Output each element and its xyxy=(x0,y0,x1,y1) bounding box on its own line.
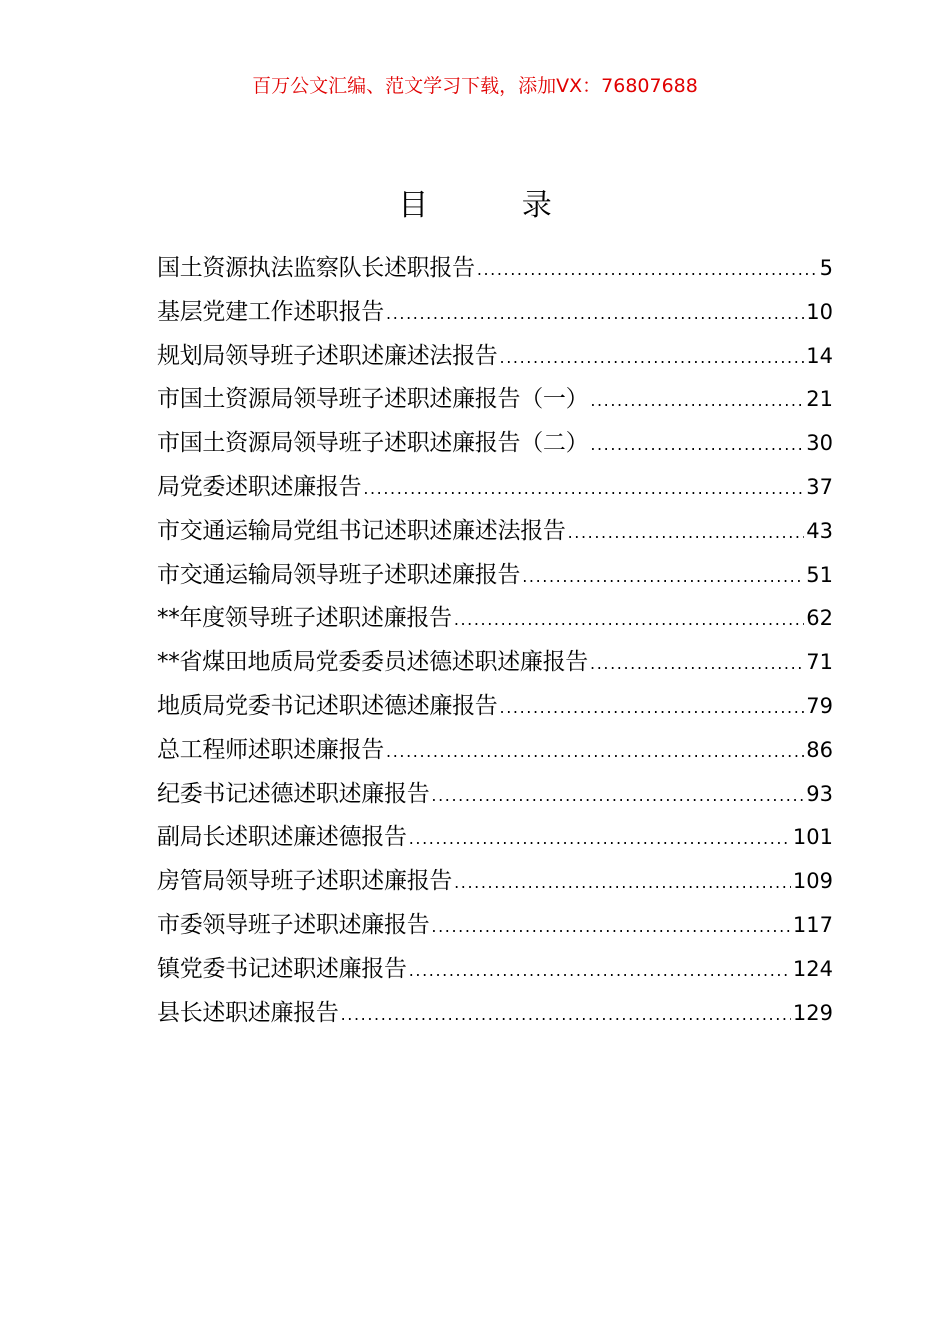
toc-entry[interactable] xyxy=(157,291,833,335)
toc-entry-title: 总工程师述职述廉报告 xyxy=(157,736,385,763)
toc-entry-page: 30 xyxy=(806,431,833,456)
toc-entry-title: 地质局党委书记述职述德述廉报告 xyxy=(157,692,498,719)
toc-entry-page: 62 xyxy=(806,606,833,631)
toc-entry-page: 14 xyxy=(806,343,833,368)
toc-entry-title: 规划局领导班子述职述廉述法报告 xyxy=(157,342,498,369)
toc-entry[interactable] xyxy=(157,816,833,860)
toc-entry-title: 局党委述职述廉报告 xyxy=(157,473,362,500)
toc-entry-page: 51 xyxy=(806,562,833,587)
toc-entry-title: 纪委书记述德述职述廉报告 xyxy=(157,780,430,807)
header-promo-note: 百万公文汇编、范文学习下载，添加VX：76807688 xyxy=(252,75,698,97)
toc-entry-title: **年度领导班子述职述廉报告 xyxy=(157,605,452,632)
toc-entry-page: 79 xyxy=(806,693,833,718)
toc-entry-title: 市国土资源局领导班子述职述廉报告（一） xyxy=(157,386,589,413)
toc-entry[interactable] xyxy=(157,685,833,729)
toc-dot-leader xyxy=(454,861,791,905)
toc-entry-page: 101 xyxy=(792,825,833,850)
toc-dot-leader xyxy=(431,905,791,949)
toc-entry[interactable] xyxy=(157,992,833,1036)
toc-entry-title: 国土资源执法监察队长述职报告 xyxy=(157,255,475,281)
toc-entry-page: 71 xyxy=(806,650,833,675)
table-of-contents xyxy=(157,247,833,1035)
toc-entry[interactable] xyxy=(157,466,833,510)
toc-entry-title: 镇党委书记述职述廉报告 xyxy=(157,955,407,982)
toc-entry-title: 基层党建工作述职报告 xyxy=(157,298,385,325)
toc-entry[interactable] xyxy=(157,948,833,992)
toc-entry-page: 21 xyxy=(806,387,833,412)
toc-dot-leader xyxy=(500,686,805,730)
toc-dot-leader xyxy=(590,423,804,467)
toc-entry-page: 86 xyxy=(806,737,833,762)
toc-dot-leader xyxy=(477,248,818,292)
toc-entry[interactable] xyxy=(157,378,833,422)
toc-entry-title: 县长述职述廉报告 xyxy=(157,999,339,1026)
toc-entry[interactable] xyxy=(157,422,833,466)
toc-dot-leader xyxy=(386,730,804,774)
toc-dot-leader xyxy=(341,993,791,1037)
toc-entry[interactable] xyxy=(157,641,833,685)
toc-entry-page: 93 xyxy=(806,781,833,806)
toc-entry-page: 129 xyxy=(792,1000,833,1025)
toc-entry-page: 37 xyxy=(806,474,833,499)
toc-entry-title: 市委领导班子述职述廉报告 xyxy=(157,911,430,938)
toc-dot-leader xyxy=(409,817,791,861)
toc-entry[interactable] xyxy=(157,773,833,817)
toc-dot-leader xyxy=(363,467,804,511)
toc-entry-page: 109 xyxy=(792,869,833,894)
toc-entry[interactable] xyxy=(157,554,833,598)
toc-dot-leader xyxy=(522,555,804,599)
toc-entry-page: 43 xyxy=(806,518,833,543)
toc-dot-leader xyxy=(409,949,791,993)
toc-entry-title: 副局长述职述廉述德报告 xyxy=(157,824,407,851)
toc-dot-leader xyxy=(590,642,804,686)
toc-entry-title: 市交通运输局党组书记述职述廉述法报告 xyxy=(157,517,566,544)
toc-entry[interactable] xyxy=(157,904,833,948)
toc-entry[interactable] xyxy=(157,860,833,904)
toc-entry-title: 市国土资源局领导班子述职述廉报告（二） xyxy=(157,430,589,457)
toc-entry[interactable] xyxy=(157,510,833,554)
toc-entry[interactable] xyxy=(157,729,833,773)
toc-dot-leader xyxy=(454,598,804,642)
toc-entry-page: 124 xyxy=(792,956,833,981)
toc-dot-leader xyxy=(590,379,804,423)
toc-dot-leader xyxy=(431,774,804,818)
toc-entry-page: 117 xyxy=(792,912,833,937)
toc-entry-title: **省煤田地质局党委委员述德述职述廉报告 xyxy=(157,649,589,676)
toc-entry[interactable] xyxy=(157,335,833,379)
toc-entry[interactable] xyxy=(157,597,833,641)
toc-entry[interactable] xyxy=(157,247,833,291)
toc-entry-title: 房管局领导班子述职述廉报告 xyxy=(157,868,453,895)
toc-entry-page: 10 xyxy=(806,299,833,324)
toc-dot-leader xyxy=(568,511,805,555)
toc-title: 目 录 xyxy=(398,188,594,223)
toc-dot-leader xyxy=(386,292,804,336)
toc-entry-page: 5 xyxy=(819,256,833,280)
toc-entry-title: 市交通运输局领导班子述职述廉报告 xyxy=(157,561,521,588)
toc-dot-leader xyxy=(500,336,805,380)
